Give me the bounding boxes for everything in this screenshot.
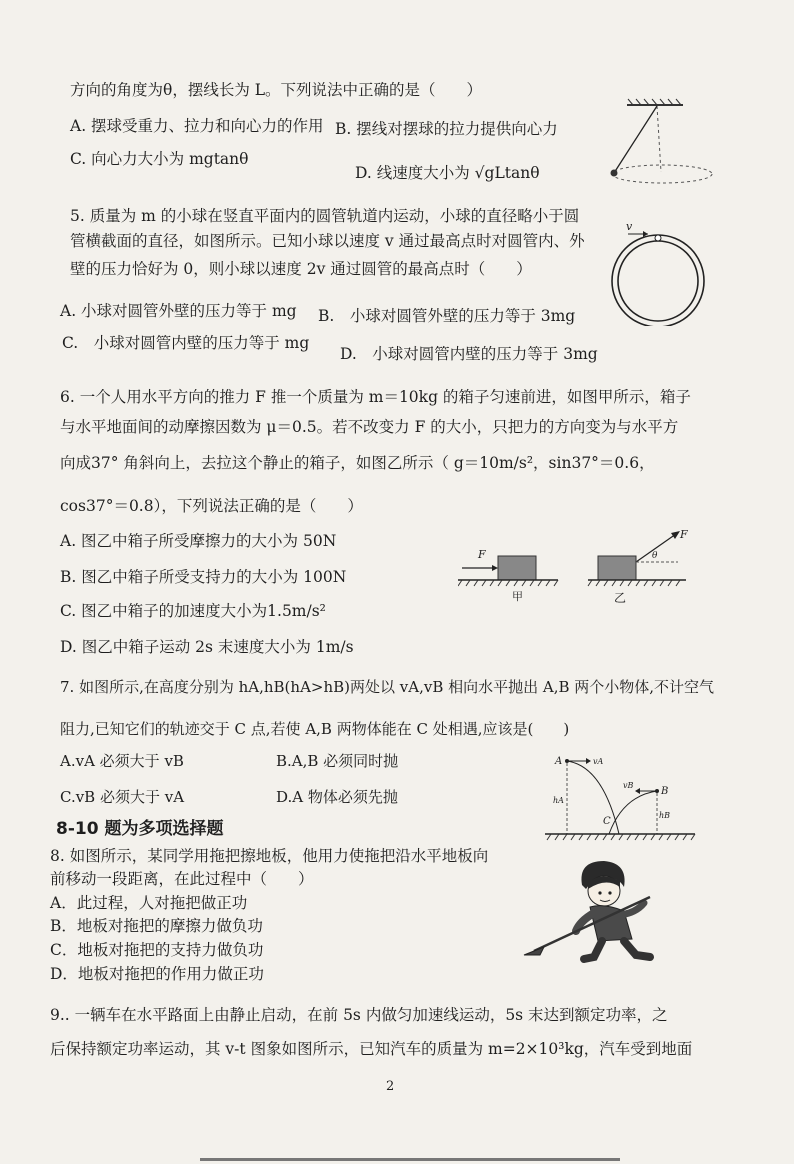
circular-tube-figure	[600, 216, 705, 326]
page-number: 2	[386, 1079, 395, 1094]
q8-stem-line2: 前移动一段距离，在此过程中（ ）	[50, 870, 314, 888]
q5-stem-line1: 5. 质量为 m 的小球在竖直平面内的圆管轨道内运动，小球的直径略小于圆	[70, 207, 580, 225]
point-c-label: C	[603, 816, 611, 827]
q7-option-d: D.A 物体必须先抛	[276, 788, 398, 806]
q7-stem-line1: 7. 如图所示,在高度分别为 hA,hB(hA>hB)两处以 vA,vB 相向水平抛出 A,B 两个小物体,不计空气	[60, 678, 715, 696]
q5-option-a: A. 小球对圆管外壁的压力等于 mg	[60, 302, 297, 320]
q5-stem-line3: 壁的压力恰好为 0，则小球以速度 2v 通过圆管的最高点时（ ）	[70, 260, 532, 278]
q6-stem-line3: 向成37° 角斜向上，去拉这个静止的箱子，如图乙所示（ g＝10m/s²，sin37°＝0.6，	[60, 454, 655, 472]
q8-option-b: B．地板对拖把的摩擦力做负功	[50, 917, 263, 935]
point-b-label: B	[661, 786, 669, 797]
q5-option-d: D. 小球对圆管内壁的压力等于 3mg	[340, 345, 598, 363]
q6-option-a: A. 图乙中箱子所受摩擦力的大小为 50N	[60, 532, 337, 550]
q4-option-a: A. 摆球受重力、拉力和向心力的作用	[70, 117, 324, 135]
q4-option-b: B. 摆线对摆球的拉力提供向心力	[335, 120, 558, 138]
q4-option-c: C. 向心力大小为 mgtanθ	[70, 150, 249, 168]
caption-jia: 甲	[512, 590, 523, 603]
q4-option-d: D. 线速度大小为 √gLtanθ	[355, 164, 540, 182]
q8-option-d: D．地板对拖把的作用力做正功	[50, 965, 264, 983]
q7-option-b: B.A,B 必须同时抛	[276, 752, 399, 770]
theta-label: θ	[652, 551, 658, 561]
q6-option-d: D. 图乙中箱子运动 2s 末速度大小为 1m/s	[60, 638, 354, 656]
caption-yi: 乙	[614, 591, 627, 605]
q7-stem-line2: 阻力,已知它们的轨迹交于 C 点,若使 A,B 两物体能在 C 处相遇,应该是( )	[60, 720, 570, 738]
q6-option-c: C. 图乙中箱子的加速度大小为1.5m/s²	[60, 602, 326, 620]
box-force-figure	[458, 520, 698, 606]
height-a-label: hA	[553, 796, 564, 805]
q5-stem-line2: 管横截面的直径，如图所示。已知小球以速度 v 通过最高点时对圆管内、外	[70, 232, 585, 250]
height-b-label: hB	[659, 811, 671, 820]
q9-stem-line1: 9.. 一辆车在水平路面上由静止启动，在前 5s 内做匀加速线运动，5s 末达到额定功率，之	[50, 1006, 668, 1024]
q7-option-c: C.vB 必须大于 vA	[60, 788, 185, 806]
q4-stem: 方向的角度为θ，摆线长为 L。下列说法中正确的是（ ）	[70, 81, 483, 99]
mopping-student-figure	[520, 855, 670, 967]
point-a-label: A	[555, 756, 563, 767]
q5-option-b: B. 小球对圆管外壁的压力等于 3mg	[318, 307, 576, 325]
q8-option-c: C．地板对拖把的支持力做负功	[50, 941, 264, 959]
velocity-a-label: vA	[593, 757, 604, 766]
section-title: 8-10 题为多项选择题	[56, 819, 224, 839]
q6-stem-line2: 与水平地面间的动摩擦因数为 μ＝0.5。若不改变力 F 的大小，只把力的方向变为与水平方	[60, 418, 679, 436]
velocity-b-label: vB	[623, 781, 634, 790]
force-label-jia: F	[478, 548, 486, 561]
projectile-figure	[545, 748, 700, 844]
q9-stem-line2: 后保持额定功率运动，其 v-t 图象如图所示，已知汽车的质量为 m=2×10³kg，汽车受到地面	[50, 1040, 693, 1058]
q6-option-b: B. 图乙中箱子所受支持力的大小为 100N	[60, 568, 347, 586]
q8-stem-line1: 8. 如图所示，某同学用拖把擦地板，他用力使拖把沿水平地板向	[50, 847, 489, 865]
q6-stem-line1: 6. 一个人用水平方向的推力 F 推一个质量为 m＝10kg 的箱子匀速前进，如图甲所示，箱子	[60, 388, 691, 406]
bottom-edge-rule	[200, 1158, 620, 1161]
velocity-label: v	[626, 220, 633, 233]
conical-pendulum-figure	[605, 98, 775, 190]
q6-stem-line4: cos37°＝0.8），下列说法正确的是（ ）	[60, 497, 363, 515]
q5-option-c: C. 小球对圆管内壁的压力等于 mg	[62, 334, 310, 352]
q7-option-a: A.vA 必须大于 vB	[60, 752, 184, 770]
force-label-yi: F	[680, 528, 688, 541]
q8-option-a: A．此过程，人对拖把做正功	[50, 894, 248, 912]
